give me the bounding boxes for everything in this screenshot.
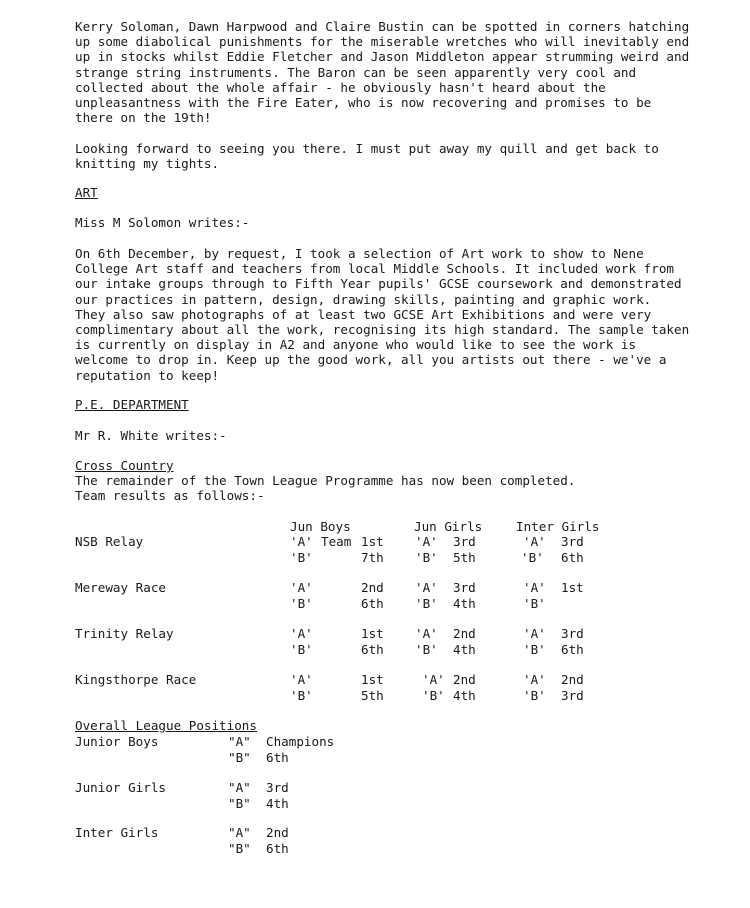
team-label: "B" [228,841,251,856]
column-header-inter-girls: Inter Girls [516,519,600,534]
column-header-jun-boys: Jun Boys [290,519,351,534]
team-label: 'B' [523,688,546,703]
team-word: Team [321,534,352,549]
pe-heading: P.E. DEPARTMENT [75,397,189,412]
cross-country-subheading: Cross Country [75,458,174,473]
position: 6th [361,596,384,611]
position: Champions [266,734,335,749]
art-byline: Miss M Solomon writes:- [75,215,250,230]
position: 4th [453,642,476,657]
position: 1st [361,672,384,687]
position: 1st [561,580,584,595]
race-name: Kingsthorpe Race [75,672,197,687]
intro-paragraph-2: Looking forward to seeing you there. I must put away my quill and get back to knitting my tights. [75,141,659,172]
team-label: 'B' [290,688,313,703]
position: 4th [453,688,476,703]
intro-paragraph-1: Kerry Soloman, Dawn Harpwood and Claire Bustin can be spotted in corners hatching up some diabolical punishments for the miserable wretches who will inevitably end up in stocks whilst Eddie Fletcher and Jason Middleton appear strumming weird and strange string instruments. The Baron can be seen apparently very cool and collected about the whole affair - he obviously hasn't heard about the unpleasantness with the Fire Eater, who is now recovering and promises to be there on the 19th! [75,19,690,126]
team-label: "B" [228,796,251,811]
team-label: 'A' [290,580,313,595]
position: 6th [266,841,289,856]
position: 3rd [453,580,476,595]
team-label: 'A' [523,580,546,595]
position: 3rd [561,534,584,549]
team-label: "A" [228,825,251,840]
position: 1st [361,626,384,641]
art-heading: ART [75,185,98,200]
position: 3rd [561,626,584,641]
team-label: "A" [228,780,251,795]
team-label: 'A' [290,672,313,687]
position: 2nd [453,672,476,687]
group-name: Inter Girls [75,825,159,840]
position: 5th [361,688,384,703]
race-name: Mereway Race [75,580,166,595]
position: 3rd [453,534,476,549]
team-label: 'A' [415,580,438,595]
group-name: Junior Boys [75,734,159,749]
cross-country-intro-line-2: Team results as follows:- [75,488,265,503]
team-label: "B" [228,750,251,765]
position: 3rd [561,688,584,703]
position: 3rd [266,780,289,795]
team-label: 'B' [523,596,546,611]
art-paragraph: On 6th December, by request, I took a selection of Art work to show to Nene College Art staff and teachers from local Middle Schools. It included work from our intake groups through to Fifth Year pupils' GCSE coursework and demonstrated our practices in pattern, design, drawing skills, painting and graphic work. They also saw photographs of at least two GCSE Art Exhibitions and were very complimentary about all the work, recognising its high standard. The sample taken is currently on display in A2 and anyone who would like to see the work is welcome to drop in. Keep up the good work, all you artists out there - we've a reputation to keep! [75,246,690,383]
position: 4th [453,596,476,611]
team-label: 'B' [521,550,544,565]
team-label: "A" [228,734,251,749]
cross-country-intro-line-1: The remainder of the Town League Programme has now been completed. [75,473,576,488]
position: 2nd [361,580,384,595]
team-label: 'B' [290,596,313,611]
column-header-jun-girls: Jun Girls [414,519,483,534]
position: 7th [361,550,384,565]
team-label: 'B' [415,596,438,611]
team-label: 'A' [290,626,313,641]
team-label: 'A' [523,534,546,549]
team-label: 'A' [422,672,445,687]
team-label: 'A' [523,626,546,641]
race-name: Trinity Relay [75,626,174,641]
group-name: Junior Girls [75,780,166,795]
team-label: 'B' [422,688,445,703]
league-subheading: Overall League Positions [75,718,257,733]
team-label: 'B' [523,642,546,657]
team-label: 'A' [415,534,438,549]
team-label: 'B' [290,550,313,565]
team-label: 'B' [415,642,438,657]
team-label: 'B' [290,642,313,657]
position: 6th [361,642,384,657]
position: 2nd [561,672,584,687]
team-label: 'A' [415,626,438,641]
team-label: 'A' [523,672,546,687]
position: 2nd [266,825,289,840]
position: 1st [361,534,384,549]
position: 4th [266,796,289,811]
race-name: NSB Relay [75,534,144,549]
position: 6th [266,750,289,765]
team-label: 'B' [415,550,438,565]
pe-byline: Mr R. White writes:- [75,428,227,443]
team-label: 'A' [290,534,313,549]
position: 2nd [453,626,476,641]
position: 6th [561,550,584,565]
position: 6th [561,642,584,657]
position: 5th [453,550,476,565]
